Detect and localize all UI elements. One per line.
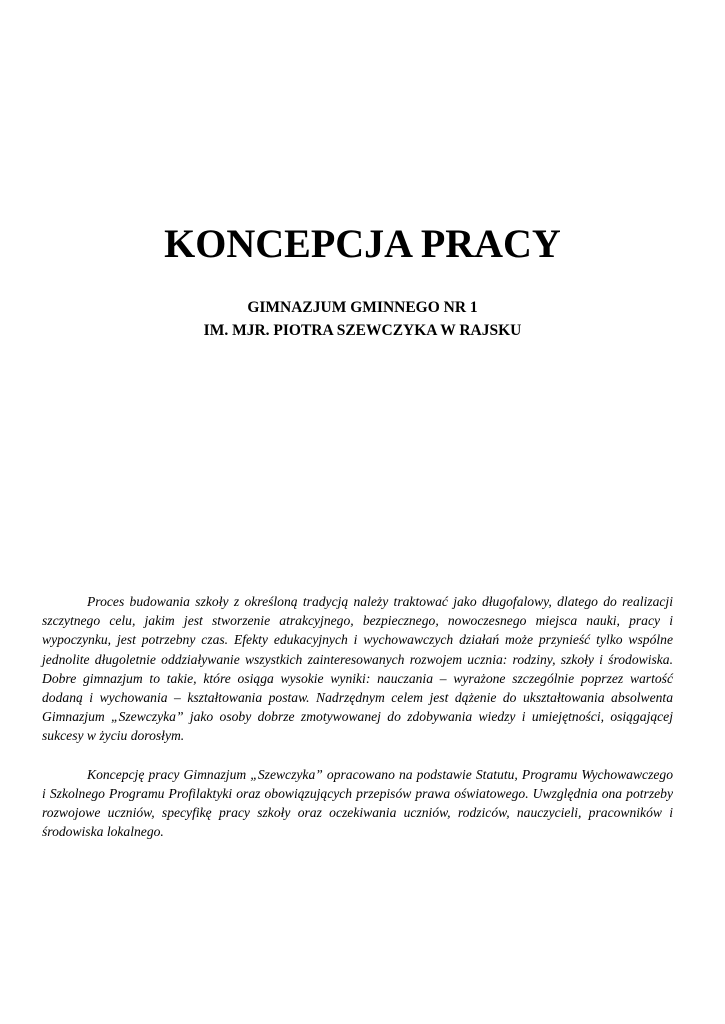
paragraph-intro: Proces budowania szkoły z określoną tradycją należy traktować jako długofalowy, dlatego do realizacji szczytnego celu, jakim jest stworzenie atrakcyjnego, bezpiecznego, nowoczesnego miejsca nauki, pracy i wypoczynku, jest potrzebny czas. Efekty edukacyjnych i wychowawczych działań może przynieść tylko wspólne jednolite długoletnie oddziaływanie wszystkich zainteresowanych rozwojem ucznia: rodziny, szkoły i środowiska. Dobre gimnazjum to takie, które osiąga wysokie wyniki: nauczania – wyrażone szczególnie poprzez wartość dodaną i wychowania – kształtowania postaw. Nadrzędnym celem jest dążenie do ukształtowania absolwenta Gimnazjum „Szewczyka” jako osoby dobrze zmotywowanej do zdobywania wiedzy i umiejętności, osiągającej sukcesy w życiu dorosłym.	[42, 594, 673, 744]
document-title: KONCEPCJA PRACY	[164, 221, 561, 266]
paragraph-concept-basis: Koncepcję pracy Gimnazjum „Szewczyka” opracowano na podstawie Statutu, Programu Wychowawczego i Szkolnego Programu Profilaktyki oraz obowiązujących przepisów prawa oświatowego. Uwzględnia ona potrzeby rozwojowe uczniów, specyfikę pracy szkoły oraz oczekiwania uczniów, rodziców, nauczycieli, pracowników i środowiska lokalnego.	[42, 766, 673, 840]
subtitle-line-patron: IM. MJR. PIOTRA SZEWCZYKA W RAJSKU	[203, 322, 522, 339]
subtitle-line-school: GIMNAZJUM GMINNEGO NR 1	[247, 299, 478, 316]
document-body	[42, 592, 673, 841]
document-subtitle	[0, 296, 725, 342]
